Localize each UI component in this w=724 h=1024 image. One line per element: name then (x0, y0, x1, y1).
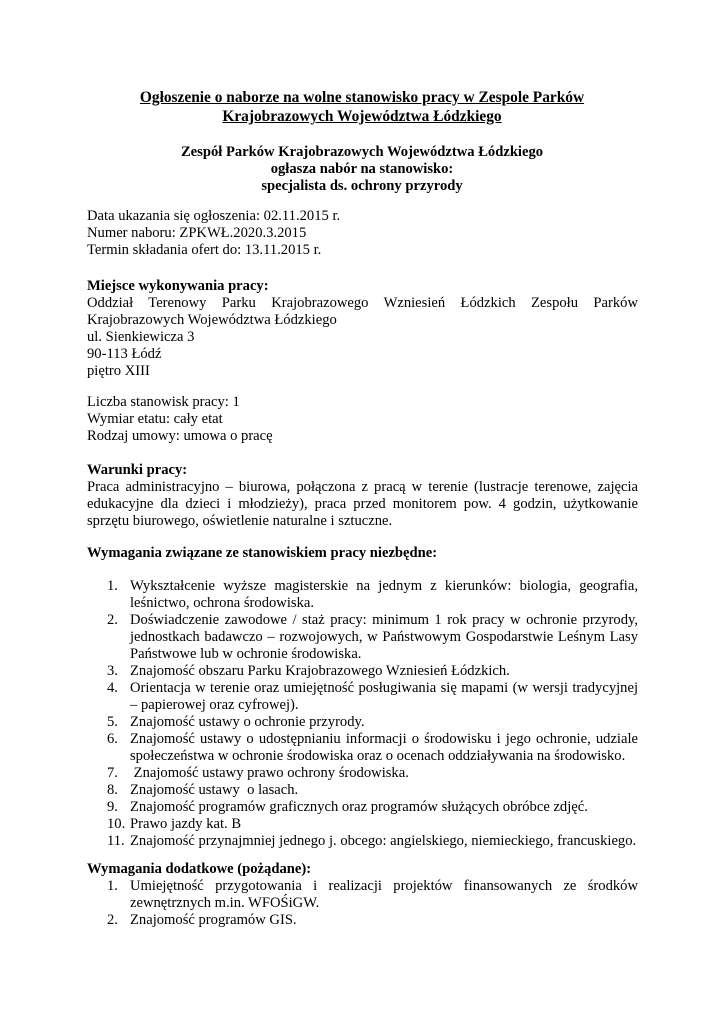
list-item (87, 816, 638, 833)
additional-heading: Wymagania dodatkowe (pożądane): (87, 861, 312, 877)
list-item-text: zewnętrznych m.in. WFOŚiGW. (130, 895, 320, 911)
job-details (87, 394, 638, 445)
contract-type: Rodzaj umowy: umowa o pracę (87, 428, 273, 444)
page-title (80, 88, 644, 126)
list-item-text: Umiejętność przygotowania i realizacji projektów finansowanych ze środków (130, 878, 638, 894)
list-item-number: 2. (107, 912, 118, 928)
list-item-number: 7. (107, 765, 118, 781)
additional-section (87, 861, 638, 929)
organization-name: Zespół Parków Krajobrazowych Województwa Łódzkiego (180, 144, 544, 160)
list-item-number: 8. (107, 782, 118, 798)
workplace-street: ul. Sienkiewicza 3 (87, 329, 195, 345)
recruitment-info (87, 208, 638, 259)
list-item-number: 5. (107, 714, 118, 730)
list-item-number: 11. (107, 833, 125, 849)
list-item (87, 799, 638, 816)
requirements-heading-block (87, 545, 638, 562)
conditions-line-1: Praca administracyjno – biurowa, połączona z pracą w terenie (lustracje terenowe, zajęcia (87, 479, 638, 495)
workplace-line-2: Krajobrazowych Województwa Łódzkiego (87, 312, 337, 328)
list-item (87, 714, 638, 731)
list-item-text: społeczeństwa w ochronie środowiska oraz o ocenach oddziaływania na środowisko. (130, 748, 626, 764)
list-item (87, 765, 638, 782)
list-item (87, 612, 638, 663)
list-item (87, 663, 638, 680)
list-item-text: Doświadczenie zawodowe / staż pracy: minimum 1 rok pracy w ochronie przyrody, (130, 612, 638, 628)
title-line-2: Krajobrazowych Województwa Łódzkiego (222, 108, 502, 125)
position-name: specjalista ds. ochrony przyrody (261, 178, 463, 194)
organization-announces: ogłasza nabór na stanowisko: (270, 161, 454, 177)
list-item-text: leśnictwo, ochrona środowiska. (130, 595, 315, 611)
working-hours: Wymiar etatu: cały etat (87, 411, 223, 427)
list-item-text: Orientacja w terenie oraz umiejętność posługiwania się mapami (w wersji tradycyjnej (130, 680, 638, 696)
list-item-number: 4. (107, 680, 118, 696)
list-item (87, 833, 638, 850)
list-item-number: 3. (107, 663, 118, 679)
workplace-line-1: Oddział Terenowy Parku Krajobrazowego Wzniesień Łódzkich Zespołu Parków (87, 295, 638, 311)
positions-count: Liczba stanowisk pracy: 1 (87, 394, 240, 410)
requirements-list (87, 578, 638, 850)
list-item (87, 912, 638, 929)
title-line-1: Ogłoszenie o naborze na wolne stanowisko pracy w Zespole Parków (139, 89, 585, 106)
requirements-heading: Wymagania związane ze stanowiskiem pracy niezbędne: (87, 545, 438, 561)
list-item (87, 680, 638, 714)
list-item-number: 1. (107, 878, 118, 894)
conditions-line-3: sprzętu biurowego, oświetlenie naturalne i sztuczne. (87, 513, 393, 529)
conditions-line-2: edukacyjne dla dzieci i młodzieży), praca przed monitorem pow. 4 godzin, użytkowanie (87, 496, 638, 512)
workplace-city: 90-113 Łódź (87, 346, 162, 362)
list-item (87, 578, 638, 612)
list-item (87, 731, 638, 765)
workplace-heading: Miejsce wykonywania pracy: (87, 278, 269, 294)
list-item-text: Znajomość programów GIS. (130, 912, 297, 928)
list-item-number: 2. (107, 612, 118, 628)
conditions-section (87, 462, 638, 530)
list-item-number: 6. (107, 731, 118, 747)
list-item-text: Prawo jazdy kat. B (130, 816, 242, 832)
list-item-text: Znajomość programów graficznych oraz programów służących obróbce zdjęć. (130, 799, 588, 815)
publication-date: Data ukazania się ogłoszenia: 02.11.2015 r. (87, 208, 341, 224)
workplace-section (87, 278, 638, 380)
conditions-heading: Warunki pracy: (87, 462, 188, 478)
list-item-text: Znajomość ustawy o ochronie przyrody. (130, 714, 365, 730)
workplace-floor: piętro XIII (87, 363, 150, 379)
list-item-text: Znajomość obszaru Parku Krajobrazowego Wzniesień Łódzkich. (130, 663, 510, 679)
list-item-number: 1. (107, 578, 118, 594)
submission-deadline: Termin składania ofert do: 13.11.2015 r. (87, 242, 322, 258)
list-item (87, 878, 638, 912)
list-item-number: 9. (107, 799, 118, 815)
organization-announcement (80, 144, 644, 195)
list-item-text: Państwowe lub w ochronie środowiska. (130, 646, 362, 662)
recruitment-number: Numer naboru: ZPKWŁ.2020.3.2015 (87, 225, 307, 241)
list-item (87, 782, 638, 799)
list-item-text: – papierowej oraz cyfrowej). (130, 697, 299, 713)
list-item-number: 10. (107, 816, 126, 832)
list-item-text: Znajomość ustawy o udostępnianiu informacji o środowisku i jego ochronie, udziale (130, 731, 638, 747)
list-item-text: Znajomość ustawy o lasach. (130, 782, 299, 798)
list-item-text: Znajomość przynajmniej jednego j. obcego: angielskiego, niemieckiego, francuskiego. (130, 833, 637, 849)
list-item-text: jednostkach badawczo – rozwojowych, w Państwowym Gospodarstwie Leśnym Lasy (130, 629, 638, 645)
list-item-text: Znajomość ustawy prawo ochrony środowiska. (130, 765, 409, 781)
list-item-text: Wykształcenie wyższe magisterskie na jednym z kierunków: biologia, geografia, (130, 578, 638, 594)
